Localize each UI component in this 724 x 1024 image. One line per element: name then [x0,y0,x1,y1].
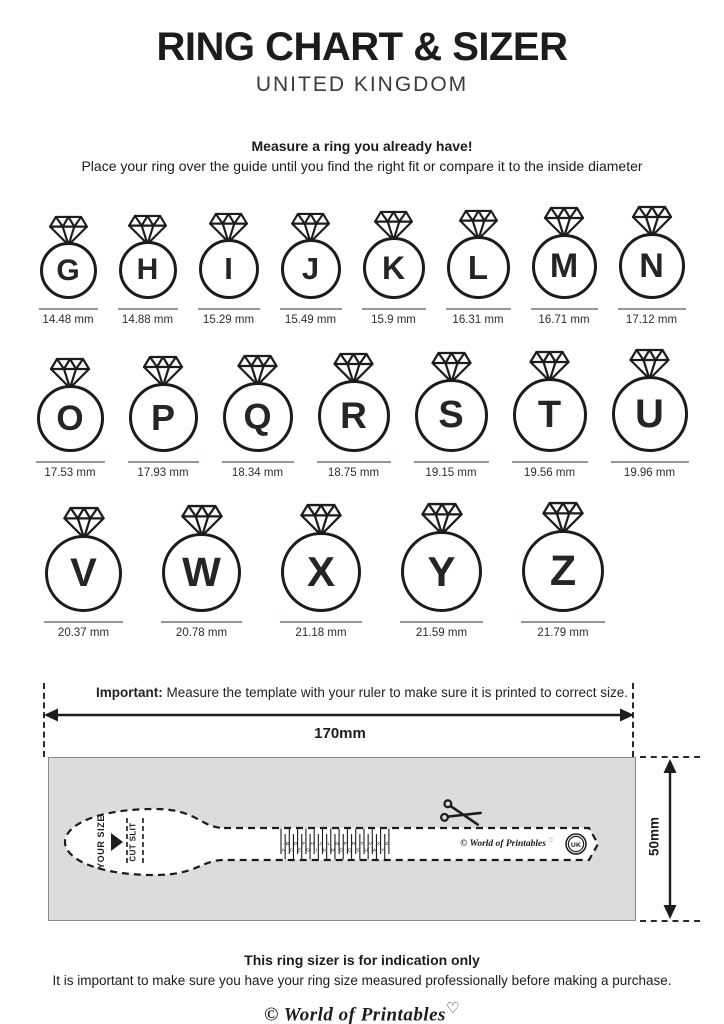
ring-circle-letter: Z [522,530,604,612]
ring-size-q [222,354,294,479]
footer-body: It is important to make sure you have your ring size measured professionally before making a purchase. [52,972,672,988]
ring-circle-letter: X [281,532,361,612]
ring-size-v [44,506,123,639]
ring-size-m [531,206,598,326]
ring-underline [280,621,362,623]
ring-circle-letter: P [129,383,198,452]
svg-text:F: F [302,842,306,848]
svg-text:I: I [315,848,318,854]
cut-slit-label: CUT SLIT [128,822,138,862]
width-arrow-icon [44,707,634,723]
svg-text:S: S [356,848,360,854]
ring-underline [36,461,105,463]
ring-size-g [39,215,98,326]
footer-heading: This ring sizer is for indication only [244,952,480,969]
ring-underline [128,461,199,463]
ring-size-k [362,210,426,326]
svg-text:H: H [310,842,314,848]
ring-size-j [280,212,342,326]
svg-text:J: J [319,842,322,848]
svg-text:X: X [376,842,381,848]
svg-text:W: W [372,848,377,854]
ring-diameter-label: 21.18 mm [295,627,347,640]
ring-underline [414,461,489,463]
svg-text:C: C [289,848,294,854]
ring-circle-letter: T [513,378,587,452]
ring-size-chart [0,205,724,639]
ring-diameter-label: 16.71 mm [538,314,590,327]
ring-diameter-label: 14.88 mm [121,314,174,327]
height-arrow-icon [661,759,679,919]
ring-diameter-label: 19.96 mm [623,467,676,480]
ring-circle-letter: H [119,241,177,299]
ring-diameter-label: 20.37 mm [57,627,110,640]
ring-diameter-label: 15.49 mm [284,314,337,327]
width-measurement-label: 170mm [314,725,366,743]
ring-circle-letter: R [318,380,390,452]
svg-text:V: V [368,842,372,848]
svg-text:Z: Z [385,842,389,848]
height-measurement-label: 50mm [646,817,662,857]
ring-underline [521,621,605,623]
sizer-template-box [48,757,636,921]
ring-underline [222,461,294,463]
ring-size-p [128,355,199,479]
ring-row-1 [0,205,724,326]
ring-diameter-label: 21.59 mm [415,627,468,640]
ring-circle-letter: N [619,233,685,299]
ring-circle-letter: I [199,239,259,299]
ring-circle-letter: W [162,533,241,612]
ring-size-t [512,350,588,479]
svg-text:A: A [281,848,285,854]
ring-row-2 [0,348,724,479]
important-label: Important: [96,685,163,701]
ring-circle-letter: J [281,239,341,299]
ring-diameter-label: 19.56 mm [523,467,576,480]
ring-size-i [198,212,260,326]
ring-circle-letter: O [37,385,104,452]
ring-circle-letter: S [415,379,488,452]
ring-sizer-tool [49,758,635,920]
ring-size-o [36,357,105,479]
intro [0,137,724,175]
scissors-icon [440,800,481,829]
sizer-template-section [0,683,724,925]
ring-size-s [414,351,489,479]
ring-underline [317,461,391,463]
ring-size-l [446,209,511,326]
ring-diameter-label: 18.75 mm [327,467,380,480]
ring-size-x [280,503,362,639]
ring-diameter-label: 17.53 mm [44,467,96,480]
height-guide-bottom [640,920,700,922]
svg-text:G: G [306,848,310,854]
svg-text:Q: Q [347,848,352,854]
your-size-label: YOUR SIZE [96,815,106,870]
svg-text:P: P [343,842,348,848]
intro-body: Place your ring over the guide until you find the right fit or compare it to the inside diameter [81,158,643,175]
svg-text:O: O [339,848,344,854]
ring-underline [161,621,242,623]
svg-text:L: L [327,842,331,848]
ring-size-n [618,205,686,326]
ring-underline [118,308,178,310]
svg-text:N: N [335,842,339,848]
ring-diameter-label: 17.93 mm [137,467,189,480]
ring-diameter-label: 14.48 mm [42,314,94,327]
ring-diameter-label: 18.34 mm [231,467,284,480]
ring-underline [618,308,686,310]
ring-underline [44,621,123,623]
ring-underline [39,308,98,310]
ring-diameter-label: 21.79 mm [537,627,589,640]
svg-text:D: D [293,842,298,848]
ring-underline [280,308,342,310]
ring-diameter-label: 15.9 mm [371,314,416,327]
ring-underline [198,308,260,310]
ring-circle-letter: V [45,535,122,612]
svg-text:K: K [323,848,327,854]
ring-underline [362,308,426,310]
ring-circle-letter: G [40,242,97,299]
svg-text:M: M [331,848,335,854]
strip-brand-label: © World of Printables ♡ [460,837,554,850]
svg-text:Y: Y [381,848,385,854]
svg-text:B: B [285,842,289,848]
ring-underline [446,308,511,310]
important-note [0,685,724,700]
ring-size-y [400,502,483,639]
ring-underline [512,461,588,463]
ring-underline [611,461,689,463]
ring-circle-letter: Q [223,382,293,452]
svg-text:U: U [364,848,368,854]
height-guide-top [640,756,700,758]
ring-diameter-label: 17.12 mm [625,314,678,327]
intro-heading: Measure a ring you already have! [251,138,473,154]
svg-text:R: R [351,842,356,848]
page-title: RING CHART & SIZER [156,25,568,69]
ring-circle-letter: M [532,234,597,299]
ring-size-z [521,501,605,639]
important-text: Measure the template with your ruler to make sure it is printed to correct size. [166,685,628,701]
ring-diameter-label: 15.29 mm [202,314,255,327]
ring-circle-letter: U [612,376,688,452]
ring-diameter-label: 16.31 mm [452,314,504,327]
ring-diameter-label: 19.15 mm [425,467,477,480]
uk-badge [566,834,586,854]
ring-circle-letter: Y [401,531,482,612]
ring-diameter-label: 20.78 mm [175,627,228,640]
ring-size-h [118,214,178,326]
brand-logo: © World of Printables♡ [264,999,460,1024]
ring-size-r [317,352,391,479]
ring-size-u [611,348,689,479]
footer [0,951,724,1024]
uk-badge-label: UK [570,842,582,850]
svg-text:T: T [360,842,364,848]
ring-circle-letter: L [447,236,510,299]
ring-circle-letter: K [363,237,425,299]
page-subtitle: UNITED KINGDOM [255,73,469,96]
ring-row-3 [0,501,724,639]
ring-size-w [161,504,242,639]
ring-underline [531,308,598,310]
ring-underline [400,621,483,623]
svg-text:E: E [298,848,302,854]
